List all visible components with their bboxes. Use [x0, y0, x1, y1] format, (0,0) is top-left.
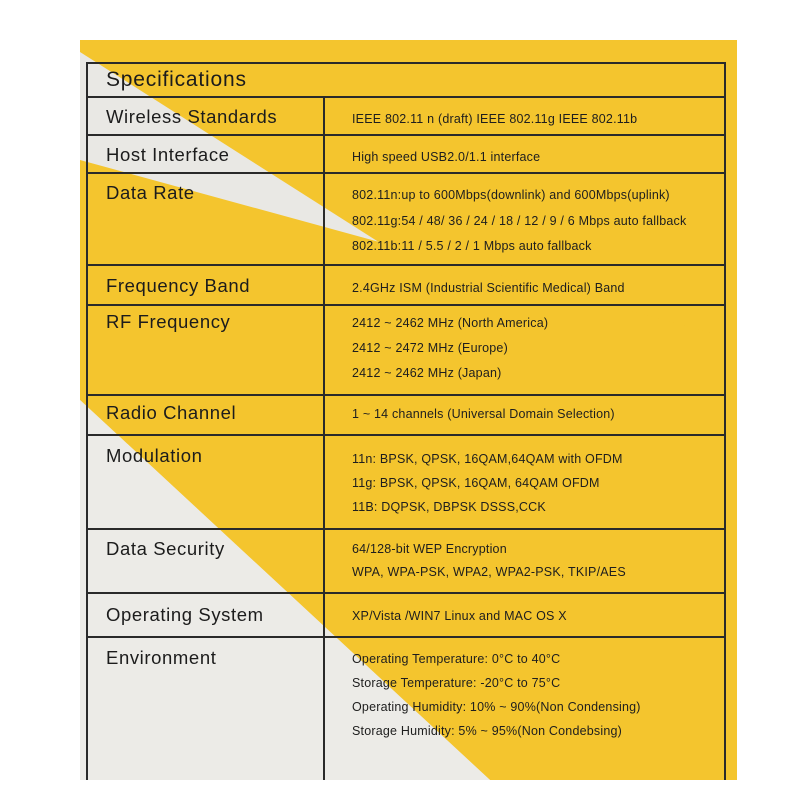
row-value: 802.11g:54 / 48/ 36 / 24 / 18 / 12 / 9 / 6 Mbps auto fallback — [352, 214, 687, 228]
row-label: Wireless Standards — [106, 106, 278, 127]
row-label: Frequency Band — [106, 275, 251, 296]
row-label: Modulation — [106, 445, 203, 466]
column-divider — [323, 98, 325, 134]
row-label: Radio Channel — [106, 402, 237, 423]
row-value: 2412 ~ 2462 MHz (Japan) — [352, 366, 502, 380]
table-row-radio-channel — [88, 396, 724, 436]
table-row-rf-frequency — [88, 306, 724, 396]
row-value: 11n: BPSK, QPSK, 16QAM,64QAM with OFDM — [352, 452, 623, 466]
row-label: Host Interface — [106, 144, 230, 165]
row-value: 1 ~ 14 channels (Universal Domain Selection) — [352, 407, 615, 421]
column-divider — [323, 136, 325, 172]
row-value: WPA, WPA-PSK, WPA2, WPA2-PSK, TKIP/AES — [352, 565, 626, 579]
row-value: 11g: BPSK, QPSK, 16QAM, 64QAM OFDM — [352, 476, 600, 490]
row-value: Operating Humidity: 10% ~ 90%(Non Condensing) — [352, 700, 641, 714]
column-divider — [323, 594, 325, 636]
row-value: 2.4GHz ISM (Industrial Scientific Medical) Band — [352, 281, 625, 295]
spec-table — [86, 62, 726, 780]
table-row-host-interface — [88, 136, 724, 174]
table-header-row — [88, 64, 724, 98]
row-label: Data Security — [106, 538, 225, 559]
table-row-data-security — [88, 530, 724, 594]
table-title: Specifications — [106, 68, 247, 91]
table-row-data-rate — [88, 174, 724, 266]
row-value: 64/128-bit WEP Encryption — [352, 542, 507, 556]
column-divider — [323, 396, 325, 434]
row-value: 11B: DQPSK, DBPSK DSSS,CCK — [352, 500, 546, 514]
column-divider — [323, 638, 325, 780]
column-divider — [323, 436, 325, 528]
spec-sheet-photo — [80, 40, 737, 780]
row-label: Operating System — [106, 604, 264, 625]
row-value: Storage Temperature: -20°C to 75°C — [352, 676, 561, 690]
row-label: Data Rate — [106, 182, 195, 203]
column-divider — [323, 174, 325, 264]
row-value: 2412 ~ 2472 MHz (Europe) — [352, 341, 508, 355]
table-row-wireless-standards — [88, 98, 724, 136]
row-value: 802.11n:up to 600Mbps(downlink) and 600Mbps(uplink) — [352, 188, 670, 202]
table-row-operating-system — [88, 594, 724, 638]
row-value: High speed USB2.0/1.1 interface — [352, 150, 541, 164]
row-label: RF Frequency — [106, 311, 231, 332]
table-row-modulation — [88, 436, 724, 530]
row-value: 2412 ~ 2462 MHz (North America) — [352, 316, 549, 330]
column-divider — [323, 530, 325, 592]
column-divider — [323, 266, 325, 304]
row-label: Environment — [106, 647, 217, 668]
table-row-environment — [88, 638, 724, 780]
row-value: 802.11b:11 / 5.5 / 2 / 1 Mbps auto fallback — [352, 239, 592, 253]
row-value: IEEE 802.11 n (draft) IEEE 802.11g IEEE 802.11b — [352, 112, 638, 126]
column-divider — [323, 306, 325, 394]
row-value: Operating Temperature: 0°C to 40°C — [352, 652, 561, 666]
row-value: Storage Humidity: 5% ~ 95%(Non Condebsing) — [352, 724, 622, 738]
row-value: XP/Vista /WIN7 Linux and MAC OS X — [352, 609, 567, 623]
table-row-frequency-band — [88, 266, 724, 306]
